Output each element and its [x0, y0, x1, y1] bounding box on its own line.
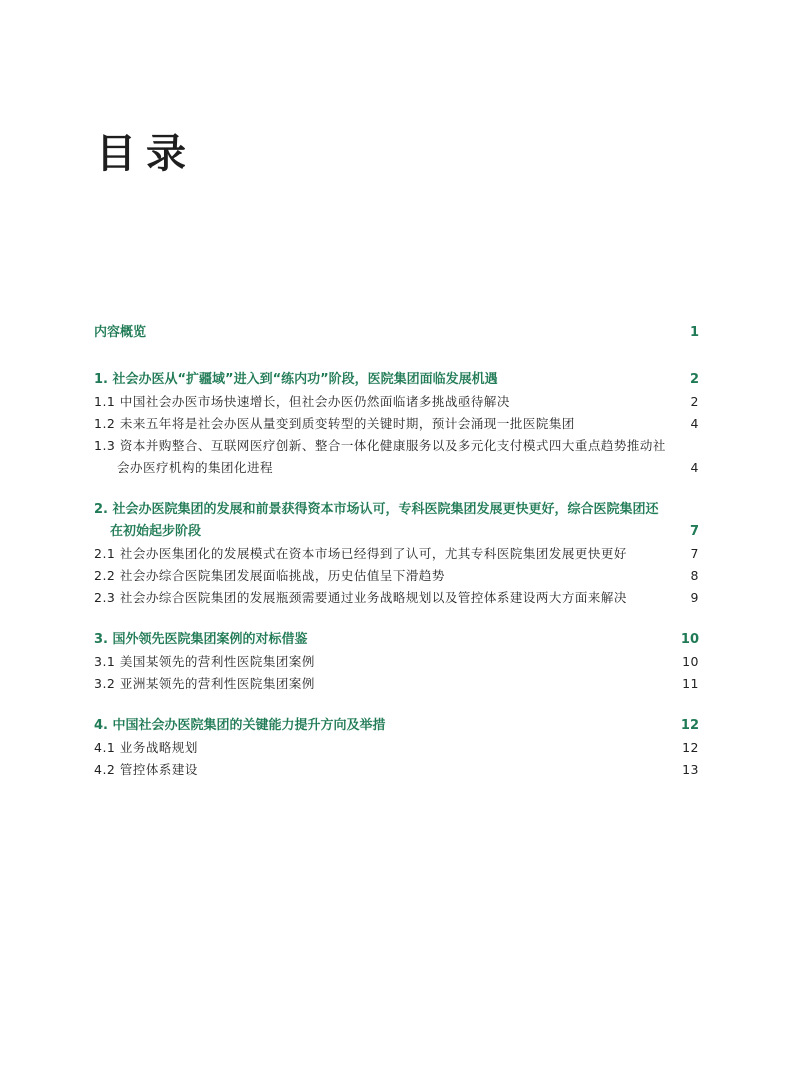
page-title: 目录	[96, 130, 196, 177]
toc-entry-page: 8	[690, 568, 699, 583]
toc-entry-page: 10	[680, 632, 699, 647]
toc-entry-label: 1.3 资本并购整合、互联网医疗创新、整合一体化健康服务以及多元化支付模式四大重点趋势推动社会办医疗机构的集团化进程	[94, 438, 666, 475]
toc-entry-label: 3.1 美国某领先的营利性医院集团案例	[94, 654, 315, 669]
toc-section-3	[94, 629, 699, 695]
toc-section-heading[interactable]	[94, 499, 699, 543]
section-spacer	[94, 479, 699, 499]
toc-entry-label: 4.2 管控体系建设	[94, 762, 198, 777]
toc-entry-page: 7	[689, 524, 699, 539]
toc-entry-page: 12	[680, 718, 699, 733]
toc-entry-page: 4	[690, 460, 699, 475]
toc-entry-label: 2.1 社会办医集团化的发展模式在资本市场已经得到了认可，尤其专科医院集团发展更快更好	[94, 546, 627, 561]
toc-subsection-entry[interactable]	[94, 543, 699, 565]
toc-subsection-entry[interactable]	[94, 565, 699, 587]
section-spacer	[94, 695, 699, 715]
toc-entry-label: 3. 国外领先医院集团案例的对标借鉴	[94, 632, 308, 647]
toc-subsection-entry[interactable]	[94, 391, 699, 413]
toc-entry-label: 4. 中国社会办医院集团的关键能力提升方向及举措	[94, 718, 386, 733]
toc-entry-label: 1. 社会办医从“扩疆域”进入到“练内功”阶段，医院集团面临发展机遇	[94, 372, 498, 387]
toc-entry-page: 2	[689, 372, 699, 387]
toc-entry-label: 内容概览	[94, 325, 147, 340]
toc-subsection-entry[interactable]	[94, 737, 699, 759]
toc-entry-label: 1.1 中国社会办医市场快速增长，但社会办医仍然面临诸多挑战亟待解决	[94, 394, 510, 409]
toc-entry-page: 4	[690, 416, 699, 431]
toc-entry-page: 9	[690, 590, 699, 605]
table-of-contents	[94, 322, 699, 781]
toc-entry-label: 1.2 未来五年将是社会办医从量变到质变转型的关键时期，预计会涌现一批医院集团	[94, 416, 575, 431]
toc-entry-page: 7	[690, 546, 699, 561]
toc-entry-page: 12	[682, 740, 699, 755]
toc-section-heading[interactable]	[94, 629, 699, 651]
toc-entry-page: 13	[682, 762, 699, 777]
toc-subsection-entry[interactable]	[94, 651, 699, 673]
toc-section-1	[94, 369, 699, 479]
toc-subsection-entry[interactable]	[94, 673, 699, 695]
toc-entry-label: 3.2 亚洲某领先的营利性医院集团案例	[94, 676, 315, 691]
toc-subsection-entry[interactable]	[94, 435, 699, 479]
toc-entry-page: 1	[689, 325, 699, 340]
toc-entry-page: 11	[682, 676, 699, 691]
toc-section-2	[94, 499, 699, 609]
toc-overview-entry[interactable]	[94, 322, 699, 344]
toc-subsection-entry[interactable]	[94, 413, 699, 435]
toc-section-heading[interactable]	[94, 369, 699, 391]
toc-subsection-entry[interactable]	[94, 759, 699, 781]
toc-entry-label: 4.1 业务战略规划	[94, 740, 198, 755]
toc-entry-label: 2. 社会办医院集团的发展和前景获得资本市场认可，专科医院集团发展更快更好，综合医院集团还在初始起步阶段	[94, 502, 659, 539]
toc-entry-label: 2.3 社会办综合医院集团的发展瓶颈需要通过业务战略规划以及管控体系建设两大方面来解决	[94, 590, 627, 605]
toc-entry-label: 2.2 社会办综合医院集团发展面临挑战，历史估值呈下滑趋势	[94, 568, 445, 583]
section-spacer	[94, 609, 699, 629]
toc-section-4	[94, 715, 699, 781]
toc-subsection-entry[interactable]	[94, 587, 699, 609]
toc-section-heading[interactable]	[94, 715, 699, 737]
toc-entry-page: 2	[690, 394, 699, 409]
toc-entry-page: 10	[682, 654, 699, 669]
